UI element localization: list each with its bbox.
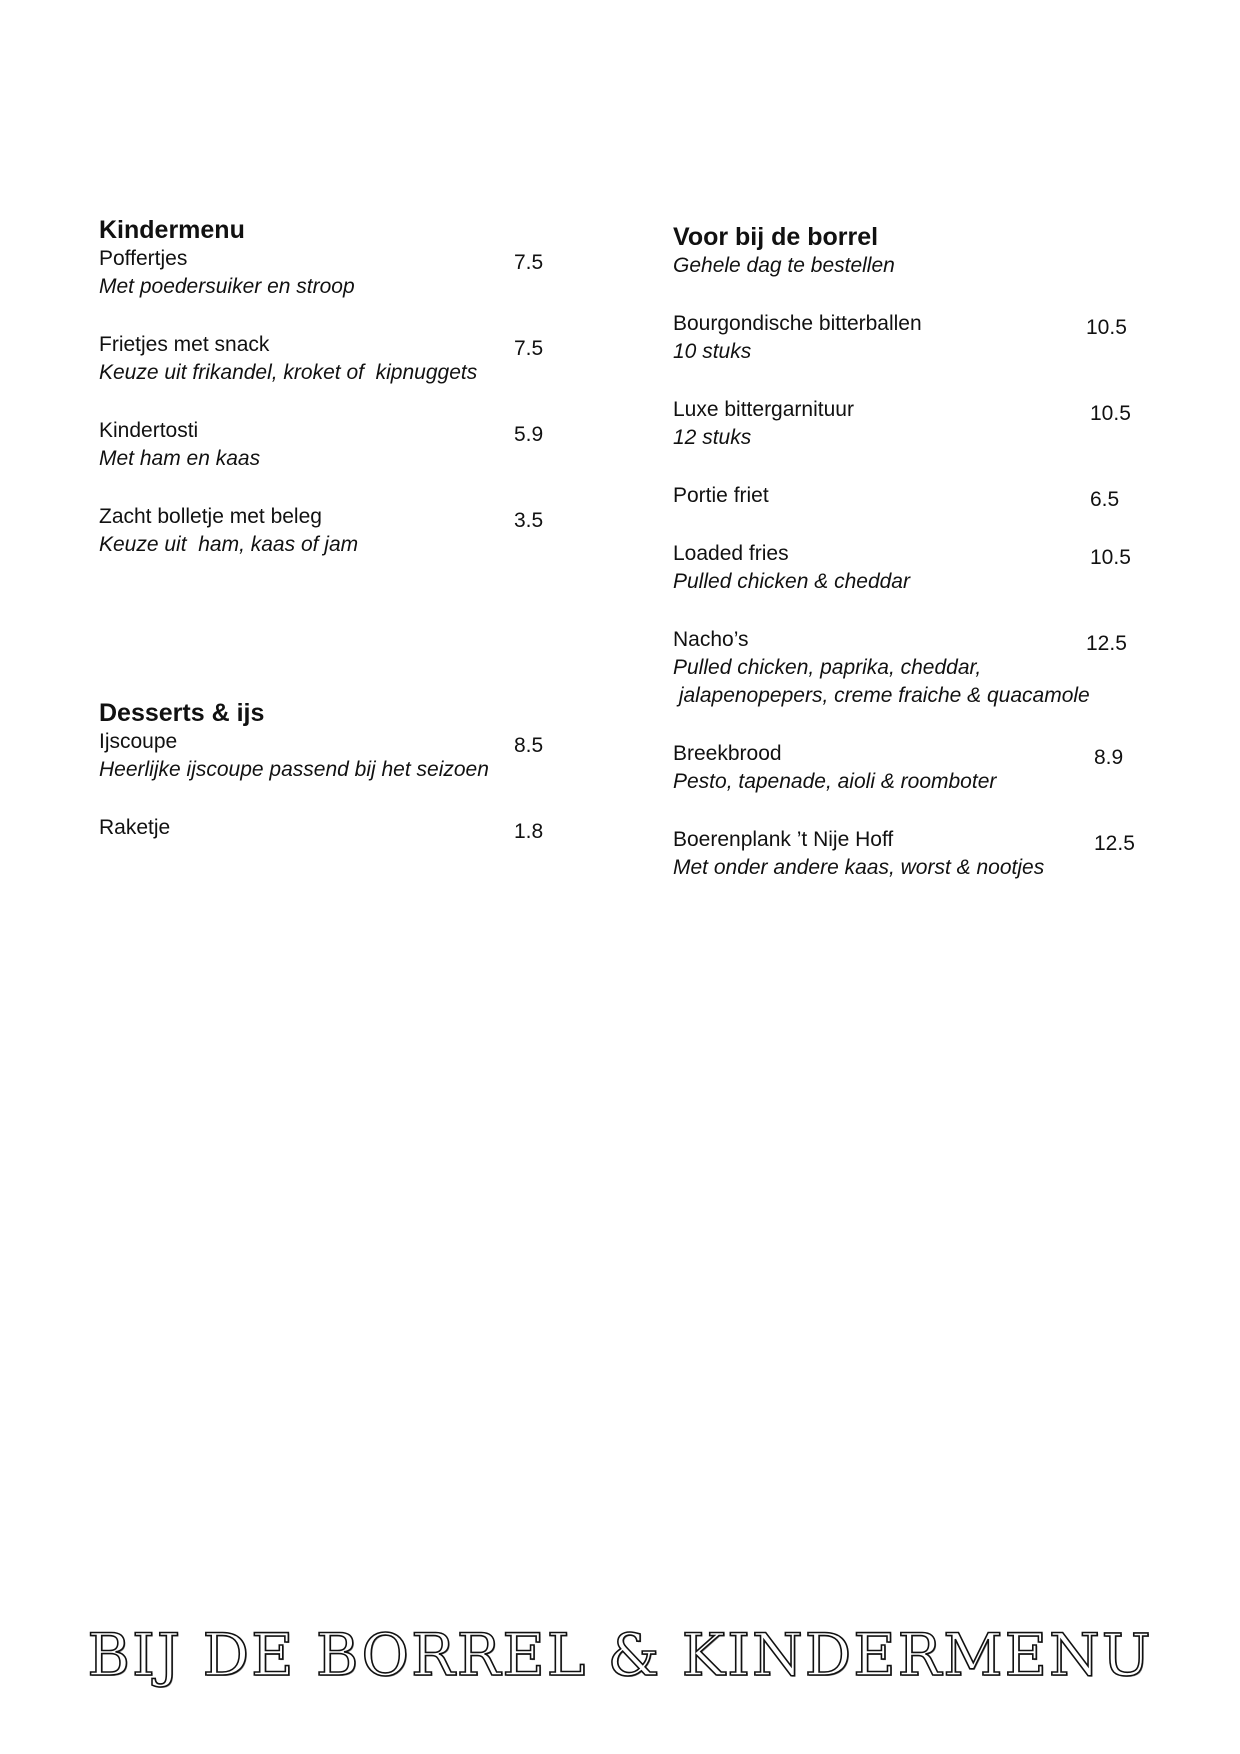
item-name: Breekbrood xyxy=(673,742,782,765)
item-name: Poffertjes xyxy=(99,247,188,270)
item-price: 12.5 xyxy=(1094,832,1135,855)
item-description: Keuze uit ham, kaas of jam xyxy=(99,533,359,556)
item-price: 10.5 xyxy=(1090,546,1131,569)
item-price: 8.9 xyxy=(1094,746,1124,769)
item-name: Loaded fries xyxy=(673,542,789,565)
item-price: 3.5 xyxy=(514,509,544,532)
item-description: Heerlijke ijscoupe passend bij het seizoen xyxy=(99,758,489,781)
item-name: Zacht bolletje met beleg xyxy=(99,505,322,528)
item-description: jalapenopepers, creme fraiche & quacamole xyxy=(673,684,1090,707)
item-description: Pulled chicken, paprika, cheddar, xyxy=(673,656,982,679)
item-price: 10.5 xyxy=(1090,402,1131,425)
menu-item xyxy=(673,740,1193,796)
page-title: BIJ DE BORREL & KINDERMENU xyxy=(87,1621,1153,1689)
item-name: Nacho’s xyxy=(673,628,749,651)
menu-item xyxy=(99,814,559,842)
menu-item xyxy=(99,417,559,473)
item-name: Raketje xyxy=(99,816,171,839)
item-price: 5.9 xyxy=(514,423,544,446)
item-name: Luxe bittergarnituur xyxy=(673,398,854,421)
borrel-section xyxy=(673,222,1193,882)
section-title: Desserts & ijs xyxy=(99,699,265,727)
item-name: Kindertosti xyxy=(99,419,199,442)
section-title: Kindermenu xyxy=(99,216,245,244)
item-price: 8.5 xyxy=(514,734,544,757)
menu-item xyxy=(673,626,1193,710)
menu-item xyxy=(99,503,559,559)
item-description: Pesto, tapenade, aioli & roomboter xyxy=(673,770,997,793)
menu-item xyxy=(673,396,1193,452)
item-price: 7.5 xyxy=(514,251,544,274)
menu-item xyxy=(673,310,1193,366)
item-description: Met poedersuiker en stroop xyxy=(99,275,355,298)
menu-item xyxy=(99,331,559,387)
item-price: 7.5 xyxy=(514,337,544,360)
item-name: Boerenplank ’t Nije Hoff xyxy=(673,828,894,851)
menu-item xyxy=(99,728,559,784)
item-name: Bourgondische bitterballen xyxy=(673,312,922,335)
section-title: Voor bij de borrel xyxy=(673,223,879,251)
section-subtitle: Gehele dag te bestellen xyxy=(673,254,895,277)
item-description: Met ham en kaas xyxy=(99,447,261,470)
item-price: 6.5 xyxy=(1090,488,1120,511)
item-description: Met onder andere kaas, worst & nootjes xyxy=(673,856,1045,879)
kindermenu-section xyxy=(99,215,559,559)
item-description: Keuze uit frikandel, kroket of kipnuggets xyxy=(99,361,478,384)
item-name: Ijscoupe xyxy=(99,730,178,753)
desserts-section xyxy=(99,698,559,842)
menu-item xyxy=(673,540,1193,596)
item-price: 12.5 xyxy=(1086,632,1127,655)
menu-item xyxy=(673,482,1193,510)
item-price: 1.8 xyxy=(514,820,544,843)
item-description: Pulled chicken & cheddar xyxy=(673,570,910,593)
menu-item xyxy=(99,245,559,301)
item-description: 10 stuks xyxy=(673,340,752,363)
item-name: Portie friet xyxy=(673,484,769,507)
menu-item xyxy=(673,826,1193,882)
item-description: 12 stuks xyxy=(673,426,752,449)
item-price: 10.5 xyxy=(1086,316,1127,339)
item-name: Frietjes met snack xyxy=(99,333,270,356)
